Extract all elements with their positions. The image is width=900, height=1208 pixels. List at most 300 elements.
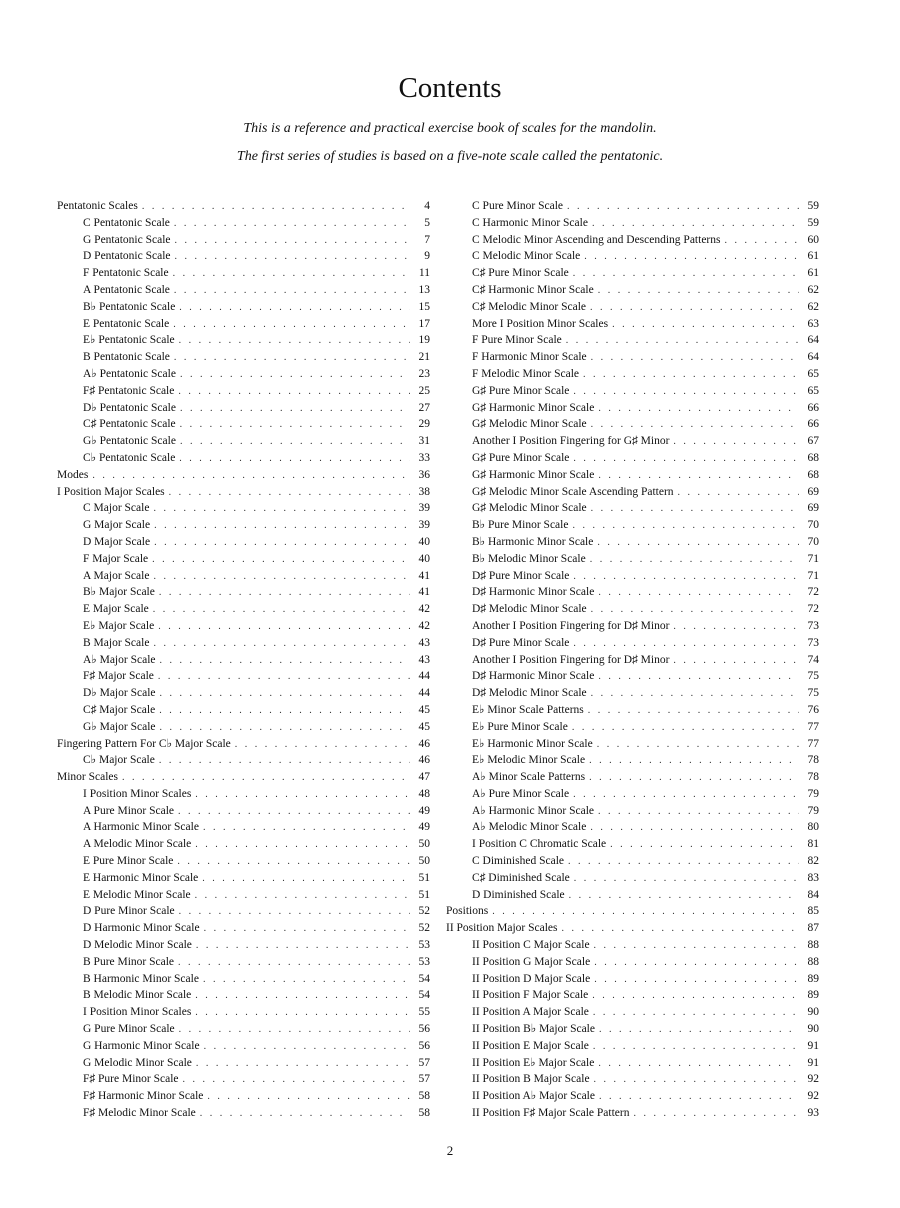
toc-entry-title: A Melodic Minor Scale <box>83 838 192 851</box>
toc-entry-page: 42 <box>418 603 430 616</box>
toc-leader-dots <box>597 535 799 552</box>
toc-entry <box>57 198 430 215</box>
toc-leader-dots <box>153 501 410 518</box>
toc-entry <box>446 971 819 988</box>
toc-entry-page: 31 <box>418 435 430 448</box>
toc-entry-page: 45 <box>418 703 430 716</box>
toc-entry-title: E♭ Minor Scale Patterns <box>472 703 584 716</box>
toc-entry-page: 40 <box>418 552 430 565</box>
toc-entry-title: D Pure Minor Scale <box>83 905 175 918</box>
toc-entry-page: 61 <box>807 267 819 280</box>
toc-entry-title: B Harmonic Minor Scale <box>83 972 199 985</box>
toc-leader-dots <box>633 1106 799 1123</box>
toc-entry-page: 59 <box>807 216 819 229</box>
toc-entry <box>446 635 819 652</box>
toc-leader-dots <box>142 199 410 216</box>
toc-entry <box>57 215 430 232</box>
toc-leader-dots <box>195 1005 410 1022</box>
toc-leader-dots <box>235 737 410 754</box>
toc-entry-title: Another I Position Fingering for D♯ Minor <box>472 619 670 632</box>
toc-leader-dots <box>195 787 410 804</box>
toc-leader-dots <box>203 820 410 837</box>
toc-entry-page: 72 <box>807 603 819 616</box>
toc-leader-dots <box>159 753 410 770</box>
toc-entry-title: II Position C Major Scale <box>472 939 590 952</box>
toc-entry-page: 71 <box>807 552 819 565</box>
toc-entry <box>57 702 430 719</box>
toc-leader-dots <box>180 367 410 384</box>
toc-entry <box>57 635 430 652</box>
toc-entry <box>57 282 430 299</box>
toc-entry-title: I Position C Chromatic Scale <box>472 838 607 851</box>
toc-entry <box>446 265 819 282</box>
toc-leader-dots <box>590 552 799 569</box>
toc-entry <box>57 618 430 635</box>
toc-entry-title: G♯ Harmonic Minor Scale <box>472 468 595 481</box>
toc-entry-title: C♭ Pentatonic Scale <box>83 451 176 464</box>
toc-entry-title: E Harmonic Minor Scale <box>83 871 199 884</box>
toc-entry-page: 73 <box>807 636 819 649</box>
toc-entry-page: 57 <box>418 1056 430 1069</box>
toc-leader-dots <box>154 535 410 552</box>
intro-line-2: The first series of studies is based on a five-note scale called the pentatonic. <box>236 149 664 164</box>
toc-entry-page: 67 <box>807 435 819 448</box>
toc-entry-title: D♯ Harmonic Minor Scale <box>472 586 595 599</box>
toc-entry-title: D Major Scale <box>83 535 151 548</box>
toc-leader-dots <box>159 585 410 602</box>
toc-leader-dots <box>594 938 799 955</box>
toc-entry-title: II Position Major Scales <box>446 922 558 935</box>
toc-leader-dots <box>159 703 410 720</box>
toc-entry-title: II Position E Major Scale <box>472 1039 589 1052</box>
toc-leader-dots <box>574 871 799 888</box>
toc-entry-page: 41 <box>418 569 430 582</box>
toc-entry-title: II Position F Major Scale <box>472 989 589 1002</box>
toc-entry <box>57 920 430 937</box>
toc-entry <box>446 1105 819 1122</box>
toc-entry <box>57 803 430 820</box>
toc-entry-title: G Harmonic Minor Scale <box>83 1039 200 1052</box>
toc-entry <box>57 568 430 585</box>
toc-leader-dots <box>154 518 410 535</box>
toc-entry <box>57 1071 430 1088</box>
toc-entry <box>446 584 819 601</box>
toc-entry-page: 89 <box>807 989 819 1002</box>
toc-leader-dots <box>610 837 799 854</box>
toc-entry-title: B Pentatonic Scale <box>83 351 170 364</box>
toc-leader-dots <box>567 199 799 216</box>
toc-leader-dots <box>203 972 410 989</box>
toc-entry-page: 9 <box>424 250 430 263</box>
toc-entry-page: 75 <box>807 687 819 700</box>
toc-entry-title: II Position B♭ Major Scale <box>472 1023 595 1036</box>
toc-entry-page: 36 <box>418 468 430 481</box>
toc-entry-page: 17 <box>418 317 430 330</box>
toc-entry-title: D♯ Melodic Minor Scale <box>472 603 587 616</box>
toc-entry-title: G♯ Pure Minor Scale <box>472 384 570 397</box>
toc-leader-dots <box>725 233 800 250</box>
toc-leader-dots <box>196 1056 410 1073</box>
toc-entry <box>446 282 819 299</box>
toc-right-column <box>446 198 819 1122</box>
toc-leader-dots <box>678 485 799 502</box>
toc-entry <box>57 685 430 702</box>
toc-entry <box>57 500 430 517</box>
toc-leader-dots <box>592 988 799 1005</box>
toc-entry-title: D Diminished Scale <box>472 888 565 901</box>
toc-entry-title: G♯ Harmonic Minor Scale <box>472 401 595 414</box>
toc-entry <box>57 819 430 836</box>
toc-entry-page: 7 <box>424 233 430 246</box>
toc-entry-page: 46 <box>418 737 430 750</box>
toc-entry-page: 70 <box>807 519 819 532</box>
toc-entry <box>446 198 819 215</box>
toc-leader-dots <box>594 1072 799 1089</box>
toc-entry-title: G Major Scale <box>83 519 151 532</box>
toc-entry-title: II Position F♯ Major Scale Pattern <box>472 1107 630 1120</box>
toc-leader-dots <box>200 1106 410 1123</box>
toc-entry-page: 73 <box>807 619 819 632</box>
toc-entry-title: A Harmonic Minor Scale <box>83 821 199 834</box>
toc-leader-dots <box>589 753 799 770</box>
toc-entry-title: F♯ Major Scale <box>83 670 154 683</box>
toc-entry-page: 51 <box>418 888 430 901</box>
toc-entry <box>446 803 819 820</box>
toc-entry-page: 21 <box>418 351 430 364</box>
toc-entry-page: 79 <box>807 804 819 817</box>
toc-entry <box>446 332 819 349</box>
toc-leader-dots <box>594 955 799 972</box>
toc-entry-page: 45 <box>418 720 430 733</box>
toc-entry-page: 5 <box>424 216 430 229</box>
toc-leader-dots <box>153 569 410 586</box>
toc-leader-dots <box>598 401 799 418</box>
toc-entry <box>446 416 819 433</box>
toc-leader-dots <box>92 468 410 485</box>
toc-entry-page: 68 <box>807 451 819 464</box>
toc-entry-page: 64 <box>807 351 819 364</box>
toc-leader-dots <box>568 854 799 871</box>
toc-entry-title: G♯ Pure Minor Scale <box>472 451 570 464</box>
toc-entry-page: 15 <box>418 300 430 313</box>
toc-entry-page: 74 <box>807 653 819 666</box>
toc-entry-title: A♭ Melodic Minor Scale <box>472 821 587 834</box>
toc-entry <box>446 232 819 249</box>
toc-entry-page: 75 <box>807 670 819 683</box>
toc-entry <box>446 769 819 786</box>
toc-leader-dots <box>196 938 410 955</box>
toc-entry-title: G Pure Minor Scale <box>83 1023 175 1036</box>
toc-entry-title: A Major Scale <box>83 569 150 582</box>
toc-entry <box>446 685 819 702</box>
toc-entry <box>57 1038 430 1055</box>
toc-entry-title: D Melodic Minor Scale <box>83 939 192 952</box>
toc-entry-page: 77 <box>807 720 819 733</box>
toc-entry-title: Minor Scales <box>57 771 119 784</box>
toc-entry <box>57 366 430 383</box>
toc-leader-dots <box>179 333 410 350</box>
toc-entry-page: 44 <box>418 687 430 700</box>
toc-entry-title: F Harmonic Minor Scale <box>472 351 587 364</box>
toc-entry <box>446 517 819 534</box>
toc-entry-page: 80 <box>807 821 819 834</box>
page-number: 2 <box>446 1143 454 1158</box>
toc-leader-dots <box>592 216 799 233</box>
toc-entry-page: 43 <box>418 636 430 649</box>
toc-entry-page: 88 <box>807 939 819 952</box>
toc-leader-dots <box>175 249 410 266</box>
toc-entry <box>446 534 819 551</box>
toc-leader-dots <box>612 317 799 334</box>
toc-entry-page: 66 <box>807 418 819 431</box>
toc-entry <box>446 652 819 669</box>
toc-entry-title: C♯ Melodic Minor Scale <box>472 300 587 313</box>
toc-leader-dots <box>591 501 799 518</box>
toc-entry <box>57 551 430 568</box>
toc-entry-title: C Pentatonic Scale <box>83 216 170 229</box>
toc-leader-dots <box>174 216 410 233</box>
toc-entry-page: 55 <box>418 1006 430 1019</box>
toc-leader-dots <box>584 249 799 266</box>
toc-leader-dots <box>183 1072 410 1089</box>
toc-leader-dots <box>598 468 799 485</box>
toc-entry-page: 19 <box>418 334 430 347</box>
toc-leader-dots <box>160 653 411 670</box>
toc-entry-page: 39 <box>418 519 430 532</box>
toc-entry-title: E Pentatonic Scale <box>83 317 170 330</box>
toc-entry-page: 44 <box>418 670 430 683</box>
toc-entry-title: E♭ Pentatonic Scale <box>83 334 175 347</box>
toc-entry-title: D Harmonic Minor Scale <box>83 922 200 935</box>
toc-entry-title: B♭ Pentatonic Scale <box>83 300 176 313</box>
toc-leader-dots <box>590 820 799 837</box>
toc-entry <box>446 887 819 904</box>
toc-entry-page: 92 <box>807 1090 819 1103</box>
toc-entry <box>446 433 819 450</box>
toc-entry <box>57 484 430 501</box>
toc-entry-page: 87 <box>807 922 819 935</box>
toc-leader-dots <box>195 837 410 854</box>
toc-entry <box>446 316 819 333</box>
toc-leader-dots <box>598 283 799 300</box>
toc-entry-page: 56 <box>418 1023 430 1036</box>
toc-leader-dots <box>180 401 410 418</box>
toc-leader-dots <box>598 585 799 602</box>
toc-entry-title: More I Position Minor Scales <box>472 317 609 330</box>
toc-entry-title: C♯ Major Scale <box>83 703 156 716</box>
toc-entry <box>57 652 430 669</box>
toc-entry-page: 49 <box>418 821 430 834</box>
toc-entry-page: 48 <box>418 787 430 800</box>
toc-entry-title: B Pure Minor Scale <box>83 955 175 968</box>
toc-entry-title: D♭ Pentatonic Scale <box>83 401 176 414</box>
toc-entry <box>446 299 819 316</box>
toc-entry-title: E♭ Melodic Minor Scale <box>472 754 586 767</box>
toc-entry-title: D♯ Melodic Minor Scale <box>472 687 587 700</box>
toc-leader-dots <box>572 518 799 535</box>
toc-entry <box>57 971 430 988</box>
toc-entry-page: 83 <box>807 871 819 884</box>
toc-leader-dots <box>207 1089 410 1106</box>
toc-entry-page: 81 <box>807 838 819 851</box>
toc-entry-title: B♭ Pure Minor Scale <box>472 519 569 532</box>
toc-entry <box>446 551 819 568</box>
toc-entry-title: II Position A♭ Major Scale <box>472 1090 595 1103</box>
toc-entry-title: C♯ Pentatonic Scale <box>83 418 176 431</box>
toc-entry-title: Another I Position Fingering for D♯ Minor <box>472 653 670 666</box>
toc-leader-dots <box>169 485 410 502</box>
toc-entry-title: C Harmonic Minor Scale <box>472 216 588 229</box>
toc-entry <box>57 870 430 887</box>
page-title: Contents <box>398 72 502 104</box>
toc-entry <box>446 1088 819 1105</box>
toc-entry-title: B♭ Major Scale <box>83 586 155 599</box>
toc-entry-page: 85 <box>807 905 819 918</box>
toc-entry-title: B♭ Harmonic Minor Scale <box>472 535 594 548</box>
toc-leader-dots <box>597 737 799 754</box>
toc-entry <box>446 853 819 870</box>
toc-entry <box>57 1021 430 1038</box>
toc-leader-dots <box>174 283 410 300</box>
toc-entry-page: 23 <box>418 367 430 380</box>
toc-entry <box>57 752 430 769</box>
toc-leader-dots <box>593 1039 799 1056</box>
toc-entry-page: 78 <box>807 771 819 784</box>
toc-entry-page: 90 <box>807 1006 819 1019</box>
toc-entry <box>446 450 819 467</box>
toc-entry <box>446 618 819 635</box>
toc-entry <box>57 433 430 450</box>
toc-entry-page: 53 <box>418 955 430 968</box>
toc-entry-title: D♯ Pure Minor Scale <box>472 569 570 582</box>
toc-entry-page: 27 <box>418 401 430 414</box>
toc-leader-dots <box>589 770 799 787</box>
toc-entry-title: A♭ Pure Minor Scale <box>472 787 570 800</box>
intro-line-1: This is a reference and practical exercise book of scales for the mandolin. <box>243 121 657 136</box>
toc-entry-title: Fingering Pattern For C♭ Major Scale <box>57 737 231 750</box>
toc-entry-title: A♭ Minor Scale Patterns <box>472 771 586 784</box>
toc-entry-page: 47 <box>418 771 430 784</box>
toc-entry <box>57 887 430 904</box>
toc-entry-page: 76 <box>807 703 819 716</box>
toc-entry-title: B Major Scale <box>83 636 150 649</box>
toc-entry <box>57 232 430 249</box>
toc-leader-dots <box>173 317 410 334</box>
toc-entry-page: 46 <box>418 754 430 767</box>
toc-entry-page: 53 <box>418 939 430 952</box>
toc-entry-page: 59 <box>807 200 819 212</box>
toc-leader-dots <box>573 384 799 401</box>
toc-entry-page: 51 <box>418 871 430 884</box>
toc-entry-page: 43 <box>418 653 430 666</box>
toc-entry-page: 42 <box>418 619 430 632</box>
toc-leader-dots <box>593 1005 799 1022</box>
toc-entry <box>446 1021 819 1038</box>
toc-entry-title: F Major Scale <box>83 552 149 565</box>
toc-entry-page: 54 <box>418 972 430 985</box>
toc-entry <box>446 903 819 920</box>
toc-entry-title: Modes <box>57 468 89 481</box>
toc-leader-dots <box>591 350 799 367</box>
toc-leader-dots <box>179 1022 410 1039</box>
toc-entry <box>57 769 430 786</box>
toc-entry-title: D♭ Major Scale <box>83 687 156 700</box>
toc-entry <box>446 601 819 618</box>
toc-entry-title: I Position Minor Scales <box>83 787 192 800</box>
toc-entry-page: 65 <box>807 367 819 380</box>
toc-entry-title: C♭ Major Scale <box>83 754 155 767</box>
toc-entry-title: F♯ Melodic Minor Scale <box>83 1107 196 1120</box>
toc-entry <box>446 349 819 366</box>
toc-leader-dots <box>160 686 411 703</box>
toc-entry-page: 72 <box>807 586 819 599</box>
toc-entry-title: G♯ Melodic Minor Scale Ascending Pattern <box>472 485 674 498</box>
toc-leader-dots <box>594 972 799 989</box>
toc-leader-dots <box>598 669 799 686</box>
toc-entry-page: 71 <box>807 569 819 582</box>
toc-leader-dots <box>588 703 799 720</box>
toc-leader-dots <box>173 266 410 283</box>
toc-entry-page: 90 <box>807 1023 819 1036</box>
toc-leader-dots <box>573 787 799 804</box>
toc-entry-title: C Melodic Minor Ascending and Descending Patterns <box>472 233 721 246</box>
toc-entry-title: A♭ Pentatonic Scale <box>83 367 176 380</box>
toc-entry-page: 61 <box>807 250 819 263</box>
toc-entry-title: F Melodic Minor Scale <box>472 367 579 380</box>
toc-entry-page: 93 <box>807 1107 819 1120</box>
toc-leader-dots <box>152 552 410 569</box>
toc-entry <box>446 719 819 736</box>
toc-entry-title: C Diminished Scale <box>472 855 564 868</box>
toc-entry <box>57 601 430 618</box>
toc-leader-dots <box>598 804 799 821</box>
toc-leader-dots <box>177 854 410 871</box>
toc-leader-dots <box>561 921 799 938</box>
toc-leader-dots <box>572 720 799 737</box>
toc-leader-dots <box>179 904 410 921</box>
toc-entry-page: 64 <box>807 334 819 347</box>
toc-entry <box>446 668 819 685</box>
toc-entry-title: I Position Minor Scales <box>83 1006 192 1019</box>
toc-leader-dots <box>566 333 799 350</box>
toc-leader-dots <box>179 451 410 468</box>
toc-entry-page: 41 <box>418 586 430 599</box>
toc-leader-dots <box>599 1022 799 1039</box>
toc-leader-dots <box>673 619 799 636</box>
toc-leader-dots <box>573 451 799 468</box>
toc-entry-title: D♯ Harmonic Minor Scale <box>472 670 595 683</box>
toc-entry-page: 68 <box>807 468 819 481</box>
toc-entry <box>446 383 819 400</box>
toc-leader-dots <box>204 1039 410 1056</box>
toc-entry-title: D♯ Pure Minor Scale <box>472 636 570 649</box>
toc-entry-page: 52 <box>418 922 430 935</box>
toc-leader-dots <box>573 569 799 586</box>
toc-leader-dots <box>174 350 410 367</box>
toc-entry-page: 91 <box>807 1056 819 1069</box>
toc-entry-title: G Pentatonic Scale <box>83 233 171 246</box>
toc-entry <box>57 584 430 601</box>
toc-leader-dots <box>591 417 799 434</box>
toc-entry <box>57 937 430 954</box>
toc-entry <box>57 668 430 685</box>
toc-entry <box>57 954 430 971</box>
toc-leader-dots <box>153 636 410 653</box>
toc-entry <box>446 400 819 417</box>
toc-leader-dots <box>153 602 410 619</box>
toc-leader-dots <box>195 988 410 1005</box>
toc-entry-page: 77 <box>807 737 819 750</box>
